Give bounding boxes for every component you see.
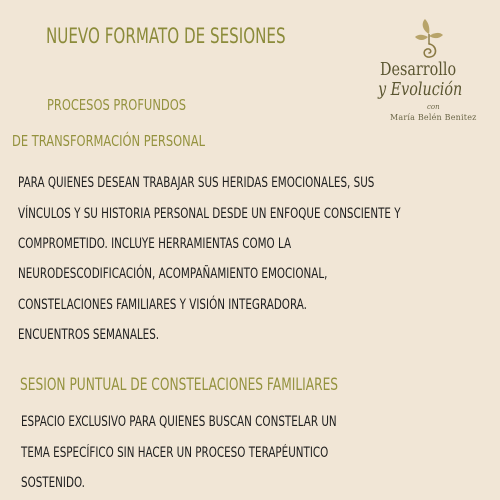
section2-text-line: ESPACIO EXCLUSIVO PARA QUIENES BUSCAN CONSTELAR UN xyxy=(21,414,337,430)
brand-name-line1: Desarrollo xyxy=(380,60,457,80)
brand-name-line2: y Evolución xyxy=(378,80,463,100)
section1-heading-line1: PROCESOS PROFUNDOS xyxy=(47,96,187,114)
section1-text-line: COMPROMETIDO. INCLUYE HERRAMIENTAS COMO LA xyxy=(18,236,292,252)
section1-text-line: ENCUENTROS SEMANALES. xyxy=(18,327,160,343)
section2-heading: SESION PUNTUAL DE CONSTELACIONES FAMILIARES xyxy=(20,375,339,394)
sprout-spiral-icon xyxy=(412,16,446,62)
section2-text-line: TEMA ESPECÍFICO SIN HACER UN PROCESO TERAPÉUNTICO xyxy=(21,445,329,461)
section1-text-line: NEURODESCODIFICACIÓN, ACOMPAÑAMIENTO EMOCIONAL, xyxy=(18,266,328,282)
section2-text-line: SOSTENIDO. xyxy=(21,475,85,491)
brand-con: con xyxy=(427,103,440,111)
section1-text-line: PARA QUIENES DESEAN TRABAJAR SUS HERIDAS EMOCIONALES, SUS xyxy=(18,175,375,191)
brand-logo xyxy=(372,16,494,126)
section1-heading-line2: DE TRANSFORMACIÓN PERSONAL xyxy=(12,132,205,150)
section1-text-line: CONSTELACIONES FAMILIARES Y VISIÓN INTEGRADORA. xyxy=(18,297,307,313)
section1-text-line: VÍNCULOS Y SU HISTORIA PERSONAL DESDE UN ENFOQUE CONSCIENTE Y xyxy=(18,206,401,222)
brand-author: María Belén Benitez xyxy=(390,113,477,122)
page-title: NUEVO FORMATO DE SESIONES xyxy=(46,24,286,48)
